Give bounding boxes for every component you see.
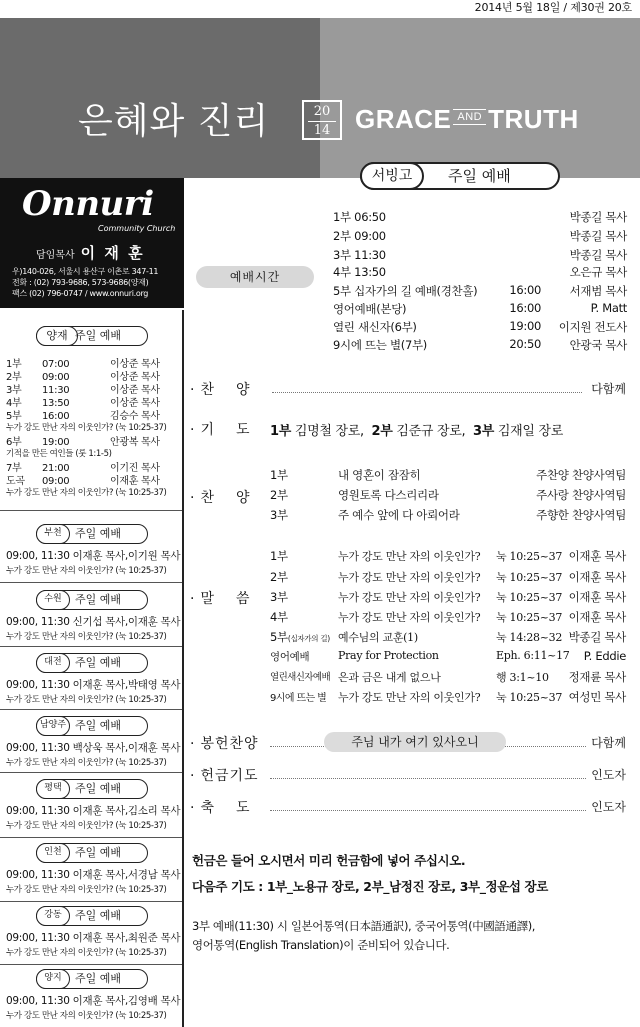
divider — [0, 772, 182, 773]
sermon-slot: 3부 — [270, 590, 288, 604]
time-row: 2부 09:00 박종길 목사 — [333, 229, 627, 243]
hymn-title: 주 예수 앞에 다 아뢰어라 — [338, 508, 460, 522]
hymn-title: 내 영혼이 잠잠히 — [338, 468, 421, 482]
senior-pastor — [36, 242, 145, 263]
sermon-title: 은과 금은 내게 없으나 — [338, 671, 441, 684]
church-info-box — [0, 178, 184, 308]
sermon-ref: 눅 10:25~37 — [496, 691, 563, 704]
bucheon-line: 09:00, 11:30 이재훈 목사,이기원 목사 — [6, 550, 181, 562]
pastor-name: 이 재 훈 — [80, 244, 145, 262]
sermon-preacher: 이재훈 목사 — [568, 590, 626, 604]
translation-note-2: 영어통역(English Translation)이 준비되어 있습니다. — [192, 938, 450, 952]
yangjae-row-1: 1부 07:00 이상준 목사 — [6, 359, 160, 370]
offering-note: 헌금은 들어 오시면서 미리 헌금함에 넣어 주십시오. — [192, 853, 466, 868]
divider — [0, 837, 182, 838]
namyangju-sermon: 누가 강도 만난 자의 이웃인가? (눅 10:25-37) — [6, 758, 167, 768]
divider — [0, 901, 182, 902]
title-en-left: GRACE — [355, 104, 452, 134]
praise-leader: 다함께 — [591, 382, 626, 396]
title-en-and: AND — [453, 109, 486, 125]
divider — [0, 646, 182, 647]
time-row: 1부 06:50 박종길 목사 — [333, 210, 627, 224]
sermon-ref: 눅 10:25~37 — [496, 550, 563, 563]
sermon-preacher: 박종길 목사 — [568, 630, 626, 644]
service-label-namyangju: 남양주 주일 예배 — [36, 716, 148, 736]
sermon-slot: 영어예배 — [270, 651, 310, 663]
sermon-ref: 행 3:1~10 — [496, 671, 549, 684]
sermon-preacher: P. Eddie — [583, 649, 626, 663]
dotted-leader — [272, 392, 582, 393]
service-label-incheon: 인천 주일 예배 — [36, 843, 148, 863]
phone-line: 전화 : (02) 793-9686, 573-9686(양재) — [12, 278, 149, 287]
title-korean: 은혜와 진리 — [78, 101, 270, 142]
incheon-sermon: 누가 강도 만난 자의 이웃인가? (눅 10:25-37) — [6, 885, 167, 895]
offering-song-title: 주님 내가 여기 있사오니 — [324, 732, 506, 752]
order-benediction-label: · 축도 — [190, 800, 250, 816]
sermon-preacher: 정재륜 목사 — [568, 670, 626, 684]
year-badge — [302, 100, 342, 140]
order-prayer-label: · 기도 — [190, 422, 250, 438]
branch-services-column — [0, 310, 184, 1027]
year-bottom: 14 — [308, 121, 336, 139]
pyeongtaek-line: 09:00, 11:30 이재훈 목사,김소리 목사 — [6, 805, 181, 817]
yangji-line: 09:00, 11:30 이재훈 목사,김영배 목사 — [6, 995, 181, 1007]
header-band — [0, 18, 640, 178]
header-right-panel — [320, 18, 640, 178]
service-label-yangji: 양지 주일 예배 — [36, 969, 148, 989]
hymn-row: 1부 — [270, 468, 288, 482]
yangjae-row-6: 6부 19:00 안광복 목사 — [6, 437, 160, 448]
sermon-slot: 1부 — [270, 549, 288, 563]
yangjae-row-2: 2부 09:00 이상준 목사 — [6, 372, 160, 383]
dotted-leader — [270, 810, 586, 811]
gangdong-line: 09:00, 11:30 이재훈 목사,최원준 목사 — [6, 932, 181, 944]
hymn-row: 3부 — [270, 508, 288, 522]
service-label-daejeon: 대전 주일 예배 — [36, 653, 148, 673]
main-service-label — [360, 162, 560, 190]
yangjae-row-5: 5부 16:00 김승수 목사 — [6, 411, 160, 422]
divider — [0, 709, 182, 710]
order-sermon-label: · 말씀 — [190, 591, 250, 607]
time-row: 열린 새신자(6부) 19:00 이지원 전도사 — [333, 319, 627, 334]
pastor-label: 담임목사 — [36, 250, 75, 261]
yangjae-row-3: 3부 11:30 이상준 목사 — [6, 385, 160, 396]
main-location-tag: 서빙고 — [360, 162, 424, 190]
service-label-suwon: 수원 주일 예배 — [36, 590, 148, 610]
namyangju-line: 09:00, 11:30 백상욱 목사,이재훈 목사 — [6, 742, 181, 754]
time-row: 영어예배(본당) 16:00 P. Matt — [333, 301, 627, 316]
pyeongtaek-sermon: 누가 강도 만난 자의 이웃인가? (눅 10:25-37) — [6, 821, 167, 831]
suwon-sermon: 누가 강도 만난 자의 이웃인가? (눅 10:25-37) — [6, 632, 167, 642]
sermon-ref: 눅 14:28~32 — [496, 631, 563, 644]
church-logo-name: Onnuri — [22, 184, 154, 224]
dotted-leader — [270, 778, 586, 779]
sermon-preacher: 이재훈 목사 — [568, 570, 626, 584]
sermon-title: 누가 강도 만난 자의 이웃인가? — [338, 571, 481, 584]
yangji-sermon: 누가 강도 만난 자의 이웃인가? (눅 10:25-37) — [6, 1011, 167, 1021]
service-label-bucheon: 부천 주일 예배 — [36, 524, 148, 544]
title-en-right: TRUTH — [488, 104, 579, 134]
suwon-line: 09:00, 11:30 신기섭 목사,이재훈 목사 — [6, 616, 181, 628]
daejeon-sermon: 누가 강도 만난 자의 이웃인가? (눅 10:25-37) — [6, 695, 167, 705]
hymn-choir: 주사랑 찬양사역팀 — [536, 488, 626, 502]
sermon-ref: 눅 10:25~37 — [496, 591, 563, 604]
address-line: 우)140-026, 서울시 용산구 이촌로 347-11 — [12, 267, 159, 276]
offering-prayer-leader: 인도자 — [591, 768, 626, 782]
service-label-gangdong: 강동 주일 예배 — [36, 906, 148, 926]
sermon-slot: 5부(십자가의 길) — [270, 630, 330, 644]
yangjae-sermon-2: 기적을 만든 여인들 (룻 1:1-5) — [6, 449, 112, 459]
order-hymn-label: · 찬양 — [190, 490, 250, 506]
sermon-title: 누가 강도 만난 자의 이웃인가? — [338, 691, 481, 704]
sermon-ref: Eph. 6:11~17 — [496, 649, 570, 662]
sermon-title: 예수님의 교훈(1) — [338, 631, 418, 644]
sermon-slot: 열린새신자예배 — [270, 672, 331, 683]
sermon-ref: 눅 10:25~37 — [496, 571, 563, 584]
time-row: 5부 십자가의 길 예배(경찬홀) 16:00 서재범 목사 — [333, 283, 627, 298]
sermon-slot: 2부 — [270, 570, 288, 584]
order-praise-label: · 찬양 — [190, 382, 250, 398]
gangdong-sermon: 누가 강도 만난 자의 이웃인가? (눅 10:25-37) — [6, 948, 167, 958]
order-offering-song-label: · 봉헌찬양 — [190, 736, 259, 752]
yangjae-sermon-1: 누가 강도 만난 자의 이웃인가? (눅 10:25-37) — [6, 423, 167, 433]
sermon-preacher: 여성민 목사 — [568, 690, 626, 704]
fax-web-line: 팩스 (02) 796-0747 / www.onnuri.org — [12, 289, 149, 298]
prayer-list: 1부 김명철 장로, 2부 김준규 장로, 3부 김재일 장로 — [270, 424, 563, 439]
service-label-pyeongtaek: 평택 주일 예배 — [36, 779, 148, 799]
sermon-preacher: 이재훈 목사 — [568, 610, 626, 624]
translation-note-1: 3부 예배(11:30) 시 일본어통역(日本語通訳), 중국어통역(中國語通譯), — [192, 919, 536, 933]
hymn-choir: 주향한 찬양사역팀 — [536, 508, 626, 522]
time-row: 9시에 뜨는 별(7부) 20:50 안광국 목사 — [333, 337, 627, 352]
next-week-prayer: 다음주 기도 : 1부_노용규 장로, 2부_남정진 장로, 3부_정운섭 장로 — [192, 879, 548, 894]
divider — [0, 964, 182, 965]
hymn-title: 영원토록 다스리리라 — [338, 488, 439, 502]
location-tag: 양재 — [36, 326, 78, 346]
incheon-line: 09:00, 11:30 이재훈 목사,서경남 목사 — [6, 869, 181, 881]
sermon-preacher: 이재훈 목사 — [568, 549, 626, 563]
yangjae-sermon-3: 누가 강도 만난 자의 이웃인가? (눅 10:25-37) — [6, 488, 167, 498]
title-english — [355, 104, 579, 135]
dateline: 2014년 5월 18일 / 제30권 20호 — [474, 1, 632, 14]
yangjae-row-7: 7부 21:00 이기진 목사 — [6, 463, 160, 474]
main-service-word: 주일 예배 — [448, 167, 511, 185]
sermon-title: 누가 강도 만난 자의 이웃인가? — [338, 611, 481, 624]
bucheon-sermon: 누가 강도 만난 자의 이웃인가? (눅 10:25-37) — [6, 566, 167, 576]
sermon-title: 누가 강도 만난 자의 이웃인가? — [338, 550, 481, 563]
sermon-slot: 9시에 뜨는 별 — [270, 693, 327, 704]
service-word: 주일 예배 — [75, 329, 122, 342]
divider — [0, 510, 182, 511]
daejeon-line: 09:00, 11:30 이재훈 목사,박태영 목사 — [6, 679, 181, 691]
church-address — [12, 266, 158, 299]
sermon-title: Pray for Protection — [338, 649, 439, 662]
sermon-title: 누가 강도 만난 자의 이웃인가? — [338, 591, 481, 604]
service-label-yangjae — [36, 326, 148, 346]
yangjae-row-4: 4부 13:50 이상준 목사 — [6, 398, 160, 409]
hymn-choir: 주찬양 찬양사역팀 — [536, 468, 626, 482]
year-top: 20 — [313, 104, 331, 119]
time-row: 4부 13:50 오은규 목사 — [333, 265, 627, 279]
benediction-leader: 인도자 — [591, 800, 626, 814]
yangjae-row-8: 도곡 09:00 이재훈 목사 — [6, 476, 160, 487]
order-offering-prayer-label: · 헌금기도 — [190, 768, 259, 784]
sermon-ref: 눅 10:25~37 — [496, 611, 563, 624]
sermon-slot: 4부 — [270, 610, 288, 624]
service-times-label: 예배시간 — [196, 266, 314, 288]
offering-song-leader: 다함께 — [591, 736, 626, 750]
time-row: 3부 11:30 박종길 목사 — [333, 248, 627, 262]
church-logo-sub: Community Church — [98, 224, 176, 233]
hymn-row: 2부 — [270, 488, 288, 502]
divider — [0, 582, 182, 583]
